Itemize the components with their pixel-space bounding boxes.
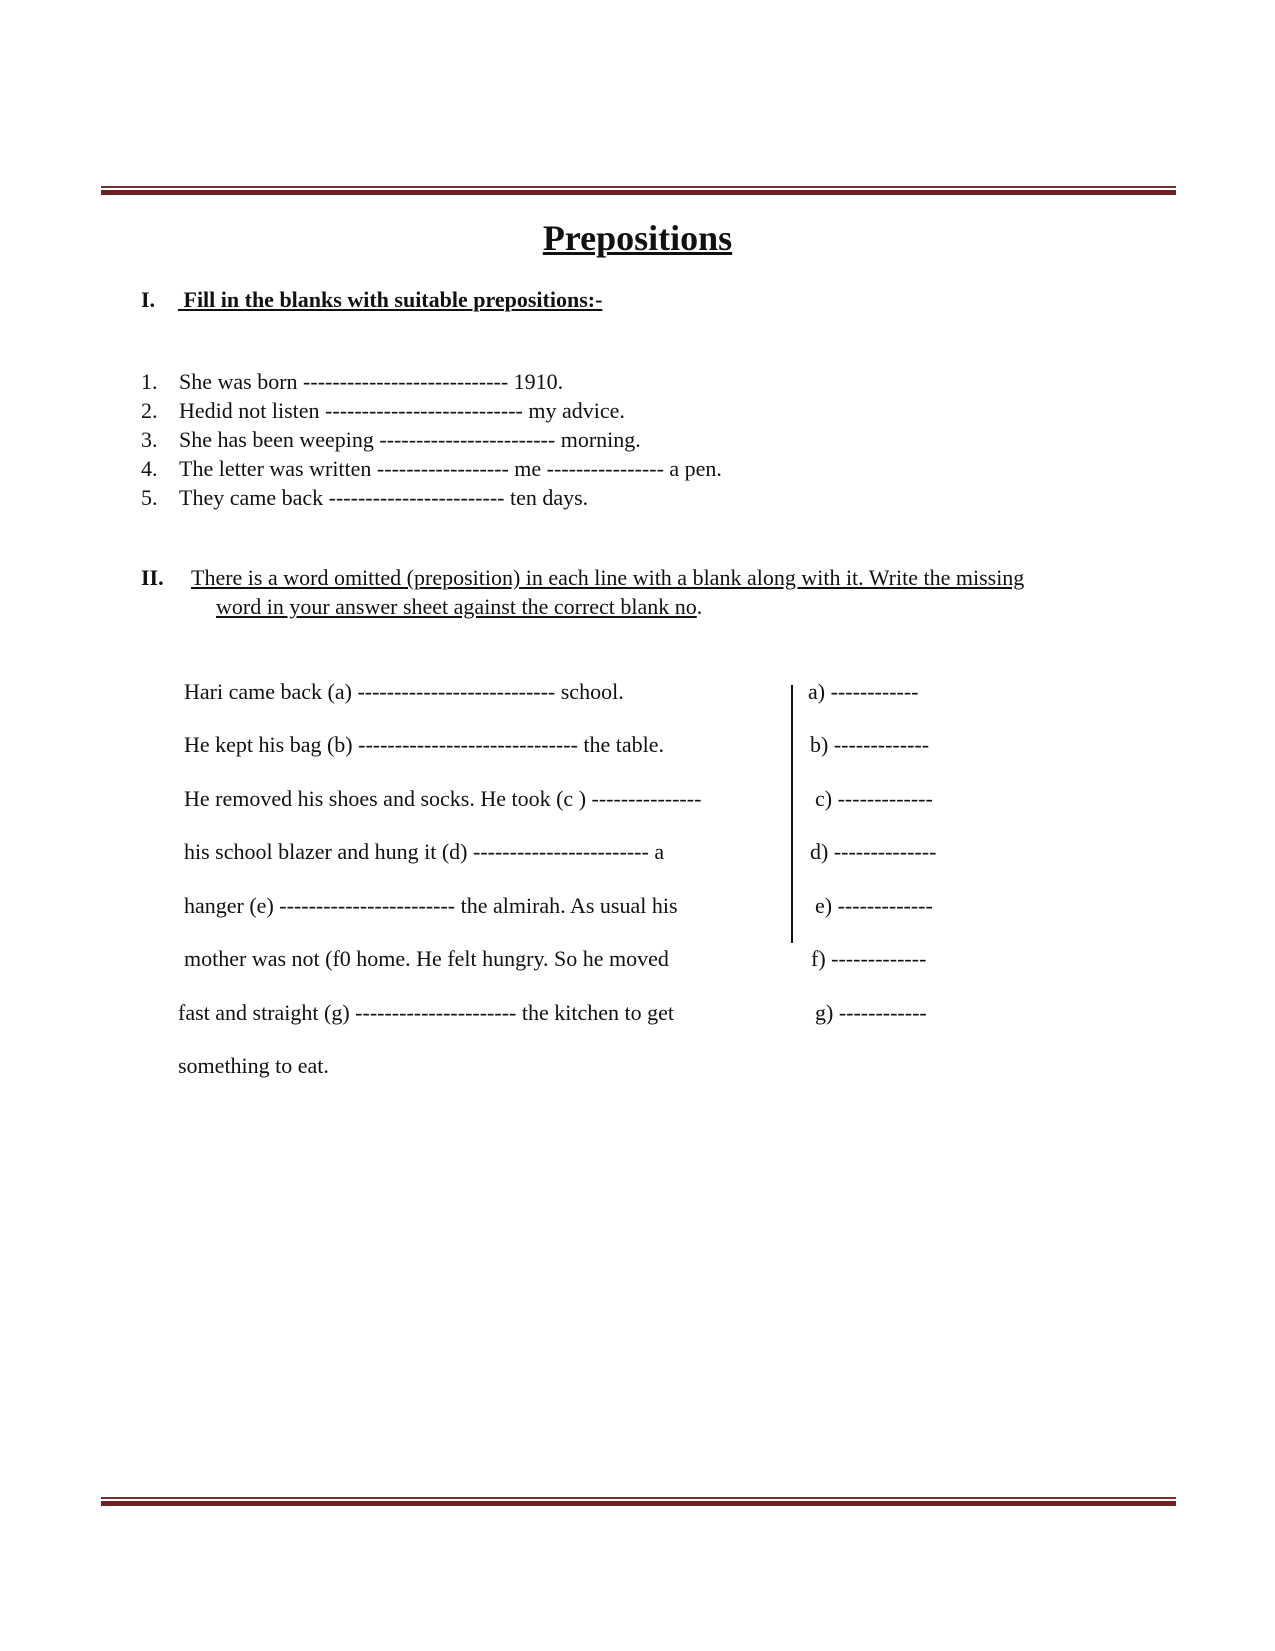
- answer-blank: f) -------------: [811, 946, 927, 971]
- passage-line: He kept his bag (b) ------------------------------ the table.: [184, 732, 665, 757]
- answer-blank: b) -------------: [810, 732, 930, 757]
- passage-line: He removed his shoes and socks. He took (c ) ---------------: [184, 786, 702, 811]
- passage-line: fast and straight (g) ---------------------- the kitchen to get: [178, 1000, 674, 1025]
- answer-column-divider: [791, 685, 793, 943]
- answer-blank: e) -------------: [815, 893, 933, 918]
- passage-line: something to eat.: [178, 1053, 329, 1078]
- answer-blank: a) ------------: [808, 679, 919, 704]
- answer-blank: c) -------------: [815, 786, 933, 811]
- list-item: 1. She was born ---------------------------- 1910.: [141, 369, 564, 394]
- list-item: 4. The letter was written ------------------ me ---------------- a pen.: [141, 456, 722, 481]
- section-2-number: II.: [141, 565, 164, 590]
- list-item: 5. They came back ------------------------ ten days.: [141, 485, 589, 510]
- bottom-divider: [101, 1497, 1176, 1506]
- answer-blank: d) --------------: [810, 839, 937, 864]
- page-title: Prepositions: [542, 218, 733, 258]
- top-divider: [101, 186, 1176, 195]
- passage-line: hanger (e) ------------------------ the almirah. As usual his: [184, 893, 678, 918]
- section-2-instruction-line-1: There is a word omitted (preposition) in each line with a blank along with it. Write the missing: [191, 565, 1025, 590]
- passage-line: his school blazer and hung it (d) ------------------------ a: [184, 839, 665, 864]
- section-1-list: [141, 367, 722, 512]
- section-1-heading: Fill in the blanks with suitable prepositions:-: [183, 287, 603, 312]
- passage-line: mother was not (f0 home. He felt hungry. So he moved: [184, 946, 669, 971]
- section-1-number: I.: [141, 287, 156, 312]
- passage-line: Hari came back (a) --------------------------- school.: [184, 679, 624, 704]
- list-item: 2. Hedid not listen --------------------------- my advice.: [141, 398, 625, 423]
- section-2-instruction-line-2: word in your answer sheet against the correct blank no.: [216, 594, 703, 619]
- answer-blank: g) ------------: [815, 1000, 927, 1025]
- list-item: 3. She has been weeping ------------------------ morning.: [141, 427, 641, 452]
